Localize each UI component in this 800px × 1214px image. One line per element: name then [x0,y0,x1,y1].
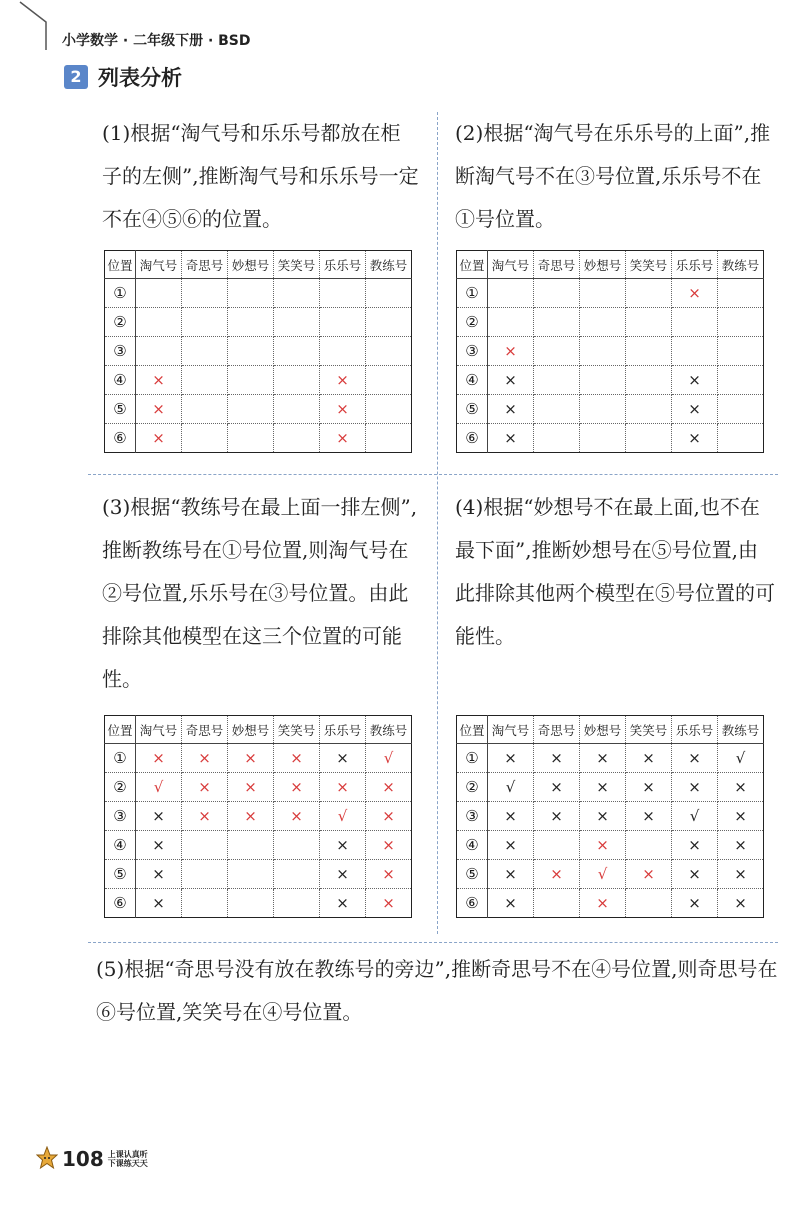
cross-mark-cell: × [534,744,580,773]
table-header-cell: 淘气号 [136,716,182,744]
cross-mark-cell: × [320,395,366,424]
cross-mark-cell: × [366,831,412,860]
empty-cell [626,337,672,366]
cross-mark-cell: × [580,773,626,802]
cross-mark-cell: × [580,744,626,773]
position-label: ② [457,308,488,337]
position-label: ③ [457,802,488,831]
table-header-cell: 乐乐号 [672,251,718,279]
table-row [105,337,412,366]
position-label: ② [457,773,488,802]
empty-cell [182,860,228,889]
section-number-badge: 2 [64,65,88,89]
empty-cell [718,366,764,395]
table-row [105,279,412,308]
position-label: ④ [105,831,136,860]
cross-mark-cell: × [626,802,672,831]
position-label: ⑥ [105,424,136,453]
empty-cell [320,279,366,308]
analysis-table-4 [456,715,764,918]
table-header-cell: 奇思号 [534,251,580,279]
cross-mark-cell: × [136,860,182,889]
empty-cell [366,308,412,337]
footer-slogan-line-2: 下课练天天 [107,1159,148,1168]
table-header-cell: 淘气号 [136,251,182,279]
cross-mark-cell: × [626,744,672,773]
book-title-header: 小学数学 · 二年级下册 · BSD [62,33,251,49]
cross-mark-cell: × [580,889,626,918]
cross-mark-cell: × [320,773,366,802]
table-header-cell: 位置 [105,251,136,279]
table-header-cell: 教练号 [366,251,412,279]
position-label: ① [105,744,136,773]
empty-cell [534,337,580,366]
table-row [457,337,764,366]
check-mark-cell: √ [718,744,764,773]
horizontal-divider-bottom [88,942,778,943]
table-header-row [457,251,764,279]
empty-cell [274,279,320,308]
cross-mark-cell: × [672,773,718,802]
cross-mark-cell: × [136,802,182,831]
cross-mark-cell: × [672,395,718,424]
table-row [457,831,764,860]
cross-mark-cell: × [580,831,626,860]
position-label: ⑥ [457,889,488,918]
table-header-cell: 妙想号 [228,251,274,279]
cross-mark-cell: × [534,802,580,831]
empty-cell [534,279,580,308]
empty-cell [228,395,274,424]
cross-mark-cell: × [228,802,274,831]
analysis-table-1 [104,250,412,453]
table-header-row [105,716,412,744]
section-title [64,62,182,92]
table-row [457,889,764,918]
empty-cell [718,395,764,424]
empty-cell [274,860,320,889]
position-label: ⑤ [105,860,136,889]
table-header-cell: 妙想号 [580,716,626,744]
empty-cell [320,308,366,337]
cross-mark-cell: × [320,424,366,453]
cross-mark-cell: × [488,744,534,773]
empty-cell [580,308,626,337]
cross-mark-cell: × [366,889,412,918]
page-number: 108 [62,1147,104,1171]
cross-mark-cell: × [320,366,366,395]
table-row [457,395,764,424]
empty-cell [626,308,672,337]
cross-mark-cell: × [320,831,366,860]
empty-cell [228,889,274,918]
table-row [105,308,412,337]
table-header-cell: 奇思号 [534,716,580,744]
table-header-row [457,716,764,744]
cross-mark-cell: × [672,831,718,860]
panel-1-text: (1)根据“淘气号和乐乐号都放在柜子的左侧”,推断淘气号和乐乐号一定不在④⑤⑥的位置。 [102,121,419,231]
cross-mark-cell: × [136,889,182,918]
star-mascot-icon [36,1146,58,1172]
cross-mark-cell: × [672,279,718,308]
check-mark-cell: √ [672,802,718,831]
check-mark-cell: √ [366,744,412,773]
empty-cell [366,424,412,453]
cross-mark-cell: × [320,744,366,773]
panel-4-text: (4)根据“妙想号不在最上面,也不在最下面”,推断妙想号在⑤号位置,由此排除其他两个模型在⑤号位置的可能性。 [455,495,775,648]
page-corner-decoration [18,0,48,50]
cross-mark-cell: × [626,860,672,889]
table-header-cell: 教练号 [366,716,412,744]
empty-cell [672,308,718,337]
empty-cell [580,424,626,453]
footer-slogan-line-1: 上课认真听 [107,1150,148,1159]
cross-mark-cell: × [718,773,764,802]
empty-cell [488,279,534,308]
panel-2-text: (2)根据“淘气号在乐乐号的上面”,推断淘气号不在③号位置,乐乐号不在①号位置。 [455,121,771,231]
position-label: ① [457,279,488,308]
empty-cell [228,308,274,337]
cross-mark-cell: × [672,366,718,395]
position-label: ① [105,279,136,308]
empty-cell [228,424,274,453]
empty-cell [274,889,320,918]
table-row [105,773,412,802]
empty-cell [718,279,764,308]
empty-cell [228,831,274,860]
table-row [457,308,764,337]
cross-mark-cell: × [136,744,182,773]
cross-mark-cell: × [580,802,626,831]
empty-cell [580,366,626,395]
table-row [457,366,764,395]
table-row [457,424,764,453]
table-header-row [105,251,412,279]
empty-cell [626,831,672,860]
check-mark-cell: √ [320,802,366,831]
empty-cell [366,279,412,308]
cross-mark-cell: × [488,889,534,918]
empty-cell [626,366,672,395]
table-header-cell: 乐乐号 [320,716,366,744]
cross-mark-cell: × [534,860,580,889]
section-title-text: 列表分析 [98,66,182,90]
analysis-table-3 [104,715,412,918]
position-label: ④ [457,831,488,860]
empty-cell [580,279,626,308]
empty-cell [626,395,672,424]
position-label: ⑤ [457,395,488,424]
empty-cell [228,279,274,308]
empty-cell [534,831,580,860]
table-row [457,860,764,889]
table-header-cell: 位置 [457,251,488,279]
position-label: ⑥ [105,889,136,918]
cross-mark-cell: × [366,860,412,889]
table-row [105,802,412,831]
horizontal-divider-top [88,474,778,475]
empty-cell [718,308,764,337]
cross-mark-cell: × [718,831,764,860]
empty-cell [182,889,228,918]
cross-mark-cell: × [488,395,534,424]
empty-cell [274,395,320,424]
empty-cell [580,337,626,366]
empty-cell [274,337,320,366]
cross-mark-cell: × [672,424,718,453]
empty-cell [366,366,412,395]
conclusion-text: (5)根据“奇思号没有放在教练号的旁边”,推断奇思号不在④号位置,则奇思号在⑥号位置,笑笑号在④号位置。 [96,957,778,1024]
cross-mark-cell: × [718,860,764,889]
empty-cell [626,279,672,308]
check-mark-cell: √ [136,773,182,802]
empty-cell [366,337,412,366]
cross-mark-cell: × [366,802,412,831]
cross-mark-cell: × [488,337,534,366]
empty-cell [534,308,580,337]
empty-cell [488,308,534,337]
empty-cell [366,395,412,424]
table-row [457,802,764,831]
check-mark-cell: √ [488,773,534,802]
table-header-cell: 乐乐号 [320,251,366,279]
table-row [105,366,412,395]
table-row [105,744,412,773]
table-row [105,831,412,860]
table-row [457,279,764,308]
vertical-divider [437,112,438,934]
table-row [105,424,412,453]
table-header-cell: 乐乐号 [672,716,718,744]
position-label: ⑤ [105,395,136,424]
empty-cell [534,889,580,918]
empty-cell [182,424,228,453]
empty-cell [274,308,320,337]
cross-mark-cell: × [488,860,534,889]
empty-cell [534,395,580,424]
empty-cell [320,337,366,366]
empty-cell [672,337,718,366]
cross-mark-cell: × [488,366,534,395]
empty-cell [182,337,228,366]
table-header-cell: 笑笑号 [274,716,320,744]
table-row [105,860,412,889]
cross-mark-cell: × [488,424,534,453]
empty-cell [274,424,320,453]
table-header-cell: 奇思号 [182,716,228,744]
table-header-cell: 妙想号 [228,716,274,744]
position-label: ① [457,744,488,773]
position-label: ③ [105,337,136,366]
empty-cell [580,395,626,424]
empty-cell [626,424,672,453]
empty-cell [718,424,764,453]
table-header-cell: 奇思号 [182,251,228,279]
empty-cell [136,279,182,308]
empty-cell [228,337,274,366]
table-header-cell: 教练号 [718,251,764,279]
table-row [105,395,412,424]
cross-mark-cell: × [626,773,672,802]
cross-mark-cell: × [672,889,718,918]
cross-mark-cell: × [718,889,764,918]
empty-cell [626,889,672,918]
table-header-cell: 妙想号 [580,251,626,279]
cross-mark-cell: × [182,744,228,773]
table-header-cell: 笑笑号 [626,716,672,744]
empty-cell [136,308,182,337]
cross-mark-cell: × [488,802,534,831]
empty-cell [534,424,580,453]
empty-cell [228,860,274,889]
position-label: ③ [105,802,136,831]
cross-mark-cell: × [182,773,228,802]
cross-mark-cell: × [320,889,366,918]
cross-mark-cell: × [718,802,764,831]
cross-mark-cell: × [672,744,718,773]
empty-cell [274,366,320,395]
empty-cell [274,831,320,860]
table-header-cell: 笑笑号 [274,251,320,279]
table-header-cell: 教练号 [718,716,764,744]
empty-cell [136,337,182,366]
table-header-cell: 淘气号 [488,251,534,279]
cross-mark-cell: × [274,744,320,773]
empty-cell [228,366,274,395]
cross-mark-cell: × [274,802,320,831]
cross-mark-cell: × [182,802,228,831]
cross-mark-cell: × [136,366,182,395]
position-label: ② [105,308,136,337]
empty-cell [182,308,228,337]
empty-cell [182,831,228,860]
cross-mark-cell: × [366,773,412,802]
position-label: ⑤ [457,860,488,889]
cross-mark-cell: × [320,860,366,889]
cross-mark-cell: × [672,860,718,889]
table-row [105,889,412,918]
table-header-cell: 淘气号 [488,716,534,744]
empty-cell [182,366,228,395]
cross-mark-cell: × [534,773,580,802]
position-label: ② [105,773,136,802]
table-row [457,773,764,802]
check-mark-cell: √ [580,860,626,889]
analysis-table-2 [456,250,764,453]
empty-cell [534,366,580,395]
cross-mark-cell: × [136,831,182,860]
position-label: ④ [457,366,488,395]
footer-slogan [108,1150,148,1168]
table-header-cell: 位置 [457,716,488,744]
cross-mark-cell: × [228,744,274,773]
position-label: ③ [457,337,488,366]
position-label: ⑥ [457,424,488,453]
cross-mark-cell: × [228,773,274,802]
empty-cell [182,279,228,308]
panel-3-text: (3)根据“教练号在最上面一排左侧”,推断教练号在①号位置,则淘气号在②号位置,乐乐号在③号位置。由此排除其他模型在这三个位置的可能性。 [102,495,418,691]
empty-cell [718,337,764,366]
cross-mark-cell: × [274,773,320,802]
cross-mark-cell: × [136,395,182,424]
page-footer [36,1146,148,1172]
table-row [457,744,764,773]
position-label: ④ [105,366,136,395]
table-header-cell: 位置 [105,716,136,744]
cross-mark-cell: × [488,831,534,860]
cross-mark-cell: × [136,424,182,453]
empty-cell [182,395,228,424]
table-header-cell: 笑笑号 [626,251,672,279]
